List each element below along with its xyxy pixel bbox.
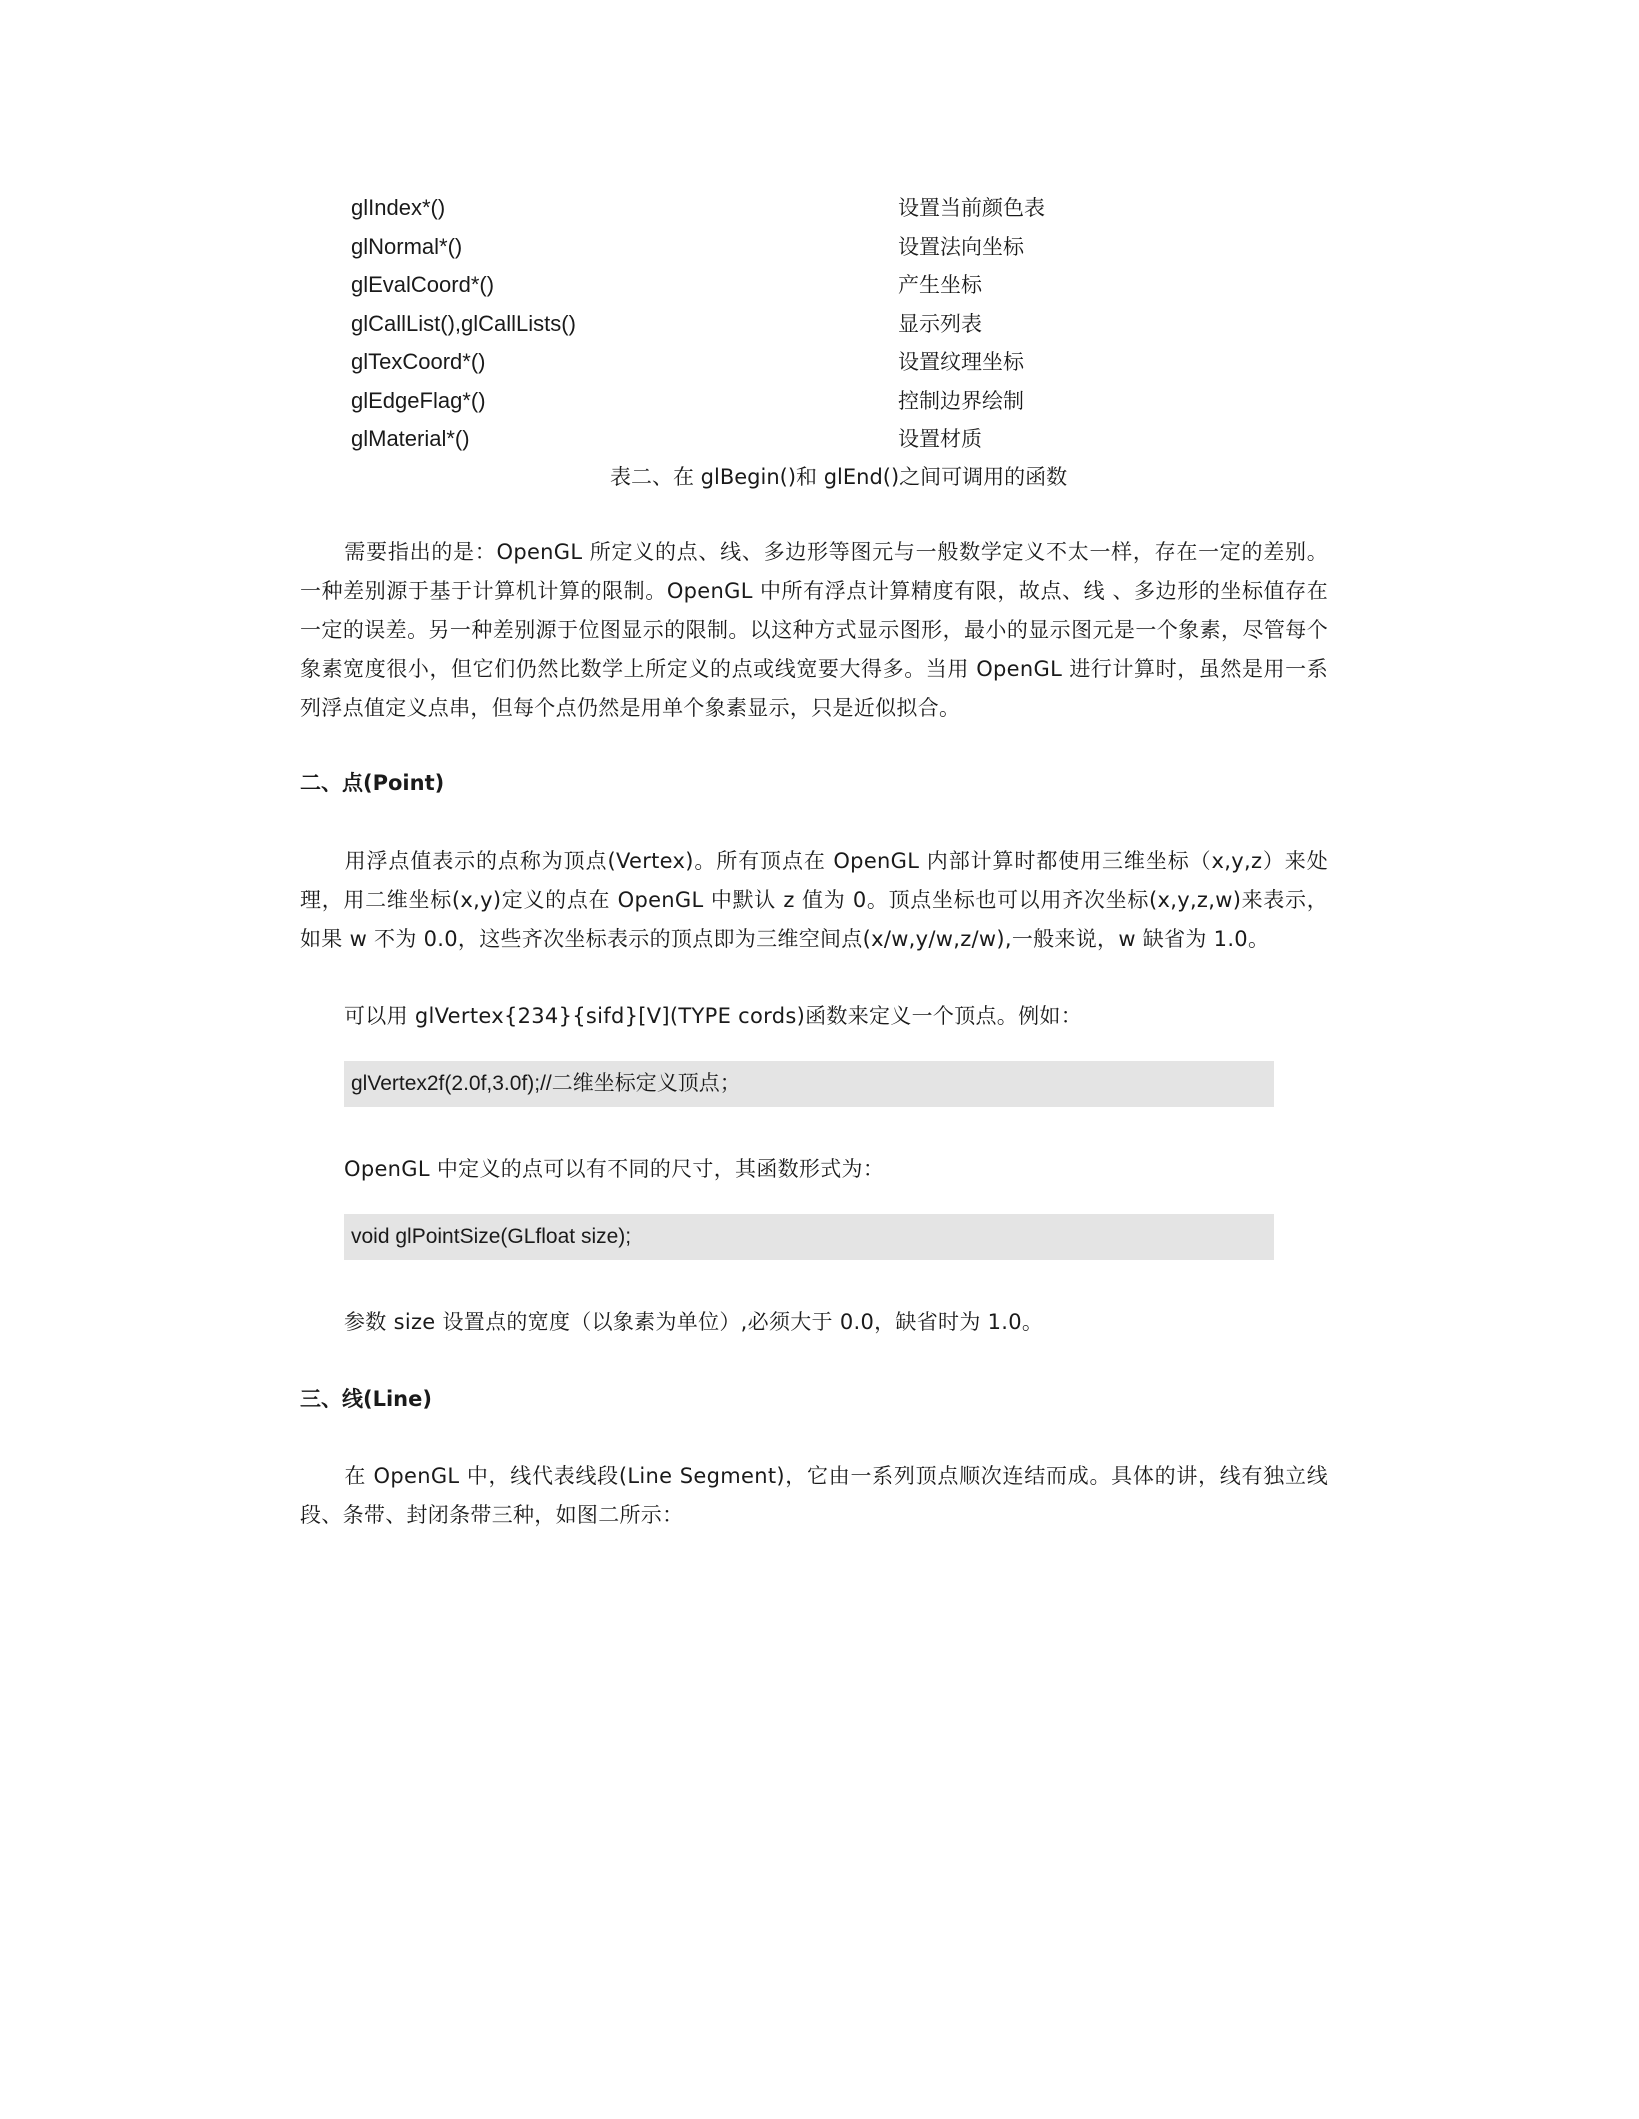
function-name: glNormal*(): [351, 233, 463, 259]
point-paragraph-3-text: OpenGL 中定义的点可以有不同的尺寸，其函数形式为：: [344, 1157, 885, 1181]
function-description: 设置材质: [898, 427, 982, 451]
table-row: [351, 343, 1151, 382]
function-name: glTexCoord*(): [351, 349, 486, 374]
section-heading-line: 三、线(Line): [300, 1387, 432, 1411]
function-description: 设置纹理坐标: [898, 350, 1024, 374]
point-paragraph-1: [300, 842, 1328, 959]
function-name: glIndex*(): [351, 195, 446, 220]
code-block-vertex: glVertex2f(2.0f,3.0f);//二维坐标定义顶点；: [344, 1061, 1274, 1107]
intro-paragraph-text: 需要指出的是：OpenGL 所定义的点、线、多边形等图元与一般数学定义不太一样，存在一定的差别。一种差别源于基于计算机计算的限制。OpenGL 中所有浮点计算精度有限，故点、线 、多边形的坐标值存在一定的误差。另一种差别源于位图显示的限制。以这种方式显示图形，最小的显示图元是一个象素，尽管每个象素宽度很小，但它们仍然比数学上所定义的点或线宽要大得多。当用 OpenGL 进行计算时，虽然是用一系列浮点值定义点串，但每个点仍然是用单个象素显示，只是近似拟合。: [300, 540, 1328, 720]
function-description: 设置法向坐标: [898, 234, 1024, 259]
function-description: 显示列表: [898, 311, 982, 336]
point-paragraph-2-text: 可以用 glVertex{234}{sifd}[V](TYPE cords)函数来定义一个顶点。例如：: [344, 1004, 1082, 1028]
section-heading-point: 二、点(Point): [300, 771, 445, 795]
function-name: glEvalCoord*(): [351, 272, 495, 297]
line-paragraph-1-text: 在 OpenGL 中，线代表线段(Line Segment)，它由一系列顶点顺次连结而成。具体的讲，线有独立线段、条带、封闭条带三种，如图二所示：: [300, 1464, 1328, 1527]
function-table: [351, 189, 1151, 459]
point-paragraph-4: [300, 1303, 1328, 1342]
intro-paragraph: [300, 533, 1328, 728]
point-paragraph-1-text: 用浮点值表示的点称为顶点(Vertex)。所有顶点在 OpenGL 内部计算时都使用三维坐标（x,y,z）来处理，用二维坐标(x,y)定义的点在 OpenGL 中默认 z 值为 0。顶点坐标也可以用齐次坐标(x,y,z,w)来表示，如果 w 不为 0.0，这些齐次坐标表示的顶点即为三维空间点(x/w,y/w,z/w),一般来说，w 缺省为 1.0。: [300, 849, 1328, 951]
point-paragraph-2: [300, 997, 1328, 1036]
table-row: [351, 189, 1151, 228]
function-name: glMaterial*(): [351, 426, 470, 451]
function-description: 控制边界绘制: [898, 388, 1024, 413]
code-block-pointsize: void glPointSize(GLfloat size);: [344, 1214, 1274, 1260]
table-row: [351, 266, 1151, 305]
function-name: glCallList(),glCallLists(): [351, 310, 576, 336]
table-row: [351, 228, 1151, 267]
point-paragraph-3: [300, 1150, 1328, 1189]
table-caption: 表二、在 glBegin()和 glEnd()之间可调用的函数: [610, 465, 1068, 489]
function-description: 设置当前颜色表: [898, 196, 1045, 220]
function-name: glEdgeFlag*(): [351, 387, 486, 413]
table-row: [351, 420, 1151, 459]
line-paragraph-1: [300, 1457, 1328, 1535]
point-paragraph-4-text: 参数 size 设置点的宽度（以象素为单位）,必须大于 0.0，缺省时为 1.0。: [344, 1310, 1044, 1334]
function-description: 产生坐标: [898, 273, 982, 297]
table-row: [351, 305, 1151, 344]
table-row: [351, 382, 1151, 421]
